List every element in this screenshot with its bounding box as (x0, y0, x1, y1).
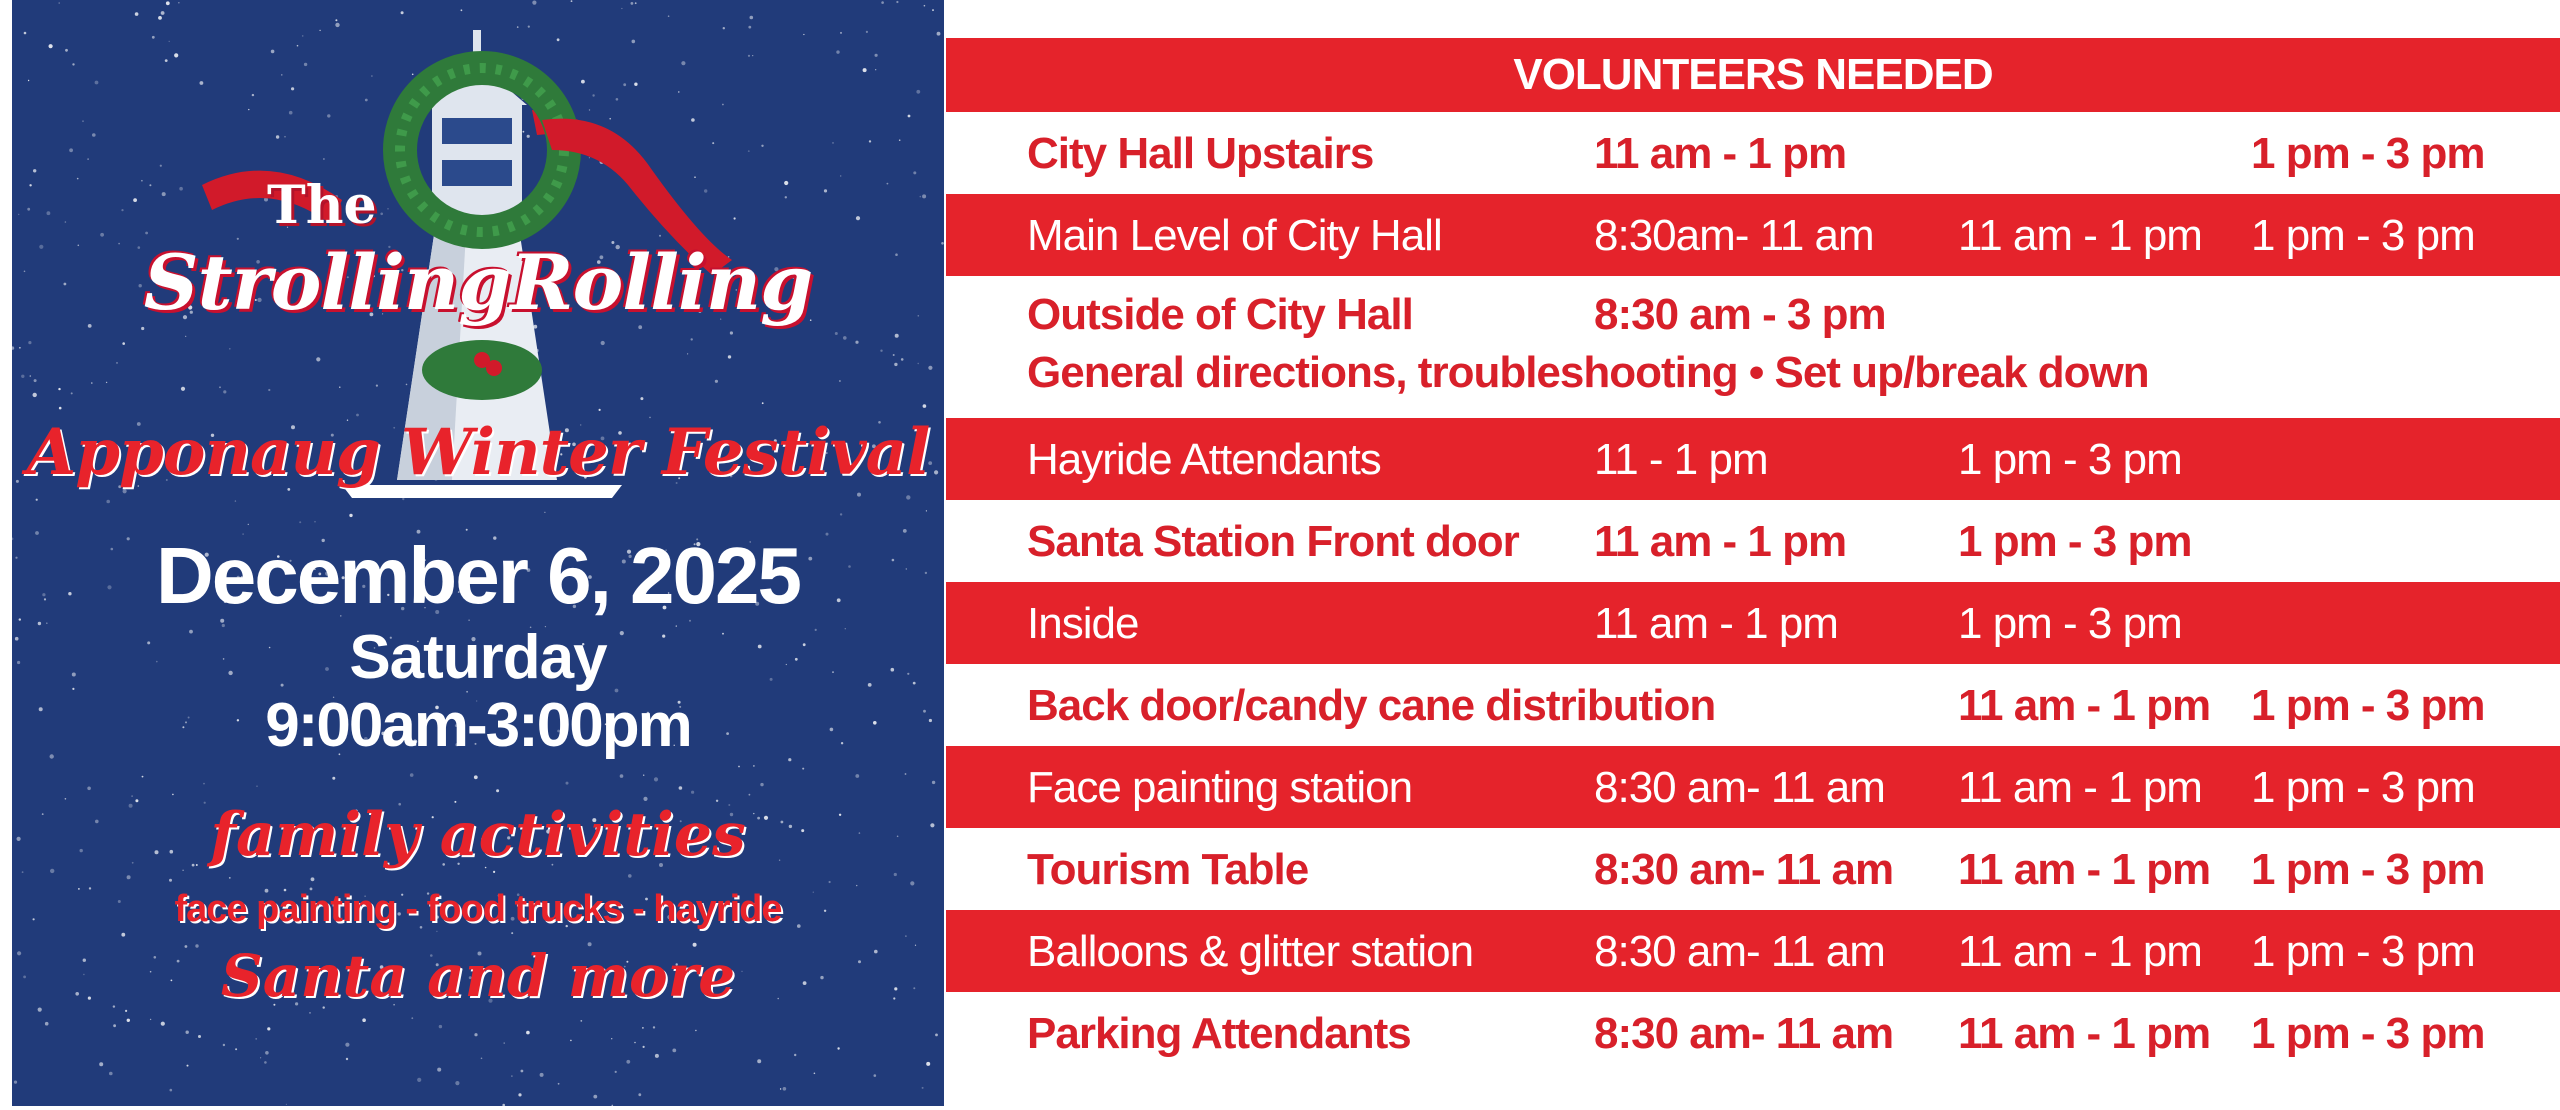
shift-time: 1 pm - 3 pm (1958, 435, 2182, 484)
schedule-header: VOLUNTEERS NEEDED (946, 38, 2560, 112)
table-row (946, 194, 2560, 276)
station-name: Parking Attendants (1027, 1009, 1411, 1058)
table-row (946, 112, 2560, 194)
shift-time: 8:30 am- 11 am (1594, 763, 1885, 812)
shift-time: 1 pm - 3 pm (1958, 517, 2192, 566)
shift-time: 11 am - 1 pm (1958, 763, 2202, 812)
shift-time: 1 pm - 3 pm (2251, 129, 2485, 178)
poster-activities-list: face painting - food trucks - hayride (174, 888, 782, 930)
shift-time: 11 am - 1 pm (1958, 211, 2202, 260)
table-row (946, 910, 2560, 992)
shift-time: 11 am - 1 pm (1958, 927, 2202, 976)
poster-family-activities: family activities (210, 800, 746, 870)
station-name: Face painting station (1027, 763, 1413, 812)
shift-time: 1 pm - 3 pm (2251, 927, 2475, 976)
shift-time: 1 pm - 3 pm (2251, 845, 2485, 894)
station-name: City Hall Upstairs (1027, 129, 1374, 178)
poster-hours: 9:00am-3:00pm (265, 691, 691, 760)
table-row (946, 500, 2560, 582)
poster-title: StrollingRolling (143, 238, 813, 327)
shift-time: 1 pm - 3 pm (1958, 599, 2182, 648)
table-row (946, 828, 2560, 910)
station-name: Hayride Attendants (1027, 435, 1381, 484)
shift-time: 8:30 am- 11 am (1594, 927, 1885, 976)
poster-date: December 6, 2025 (155, 531, 800, 620)
shift-time: 11 am - 1 pm (1958, 681, 2211, 730)
shift-time: 8:30 am- 11 am (1594, 845, 1894, 894)
volunteer-schedule (946, 0, 2560, 1110)
shift-time: 1 pm - 3 pm (2251, 763, 2475, 812)
shift-time: 11 am - 1 pm (1958, 845, 2211, 894)
table-row (946, 746, 2560, 828)
shift-time: 11 am - 1 pm (1594, 599, 1838, 648)
table-row (946, 992, 2560, 1074)
poster-santa: Santa and more (220, 942, 736, 1010)
shift-time: 11 - 1 pm (1594, 435, 1768, 484)
shift-time: 8:30 am - 3 pm (1594, 290, 1886, 339)
table-row (946, 276, 2560, 418)
station-note: General directions, troubleshooting • Set up/break down (1027, 348, 2149, 397)
shift-time: 1 pm - 3 pm (2251, 681, 2485, 730)
station-name: Main Level of City Hall (1027, 211, 1442, 260)
table-row (946, 582, 2560, 664)
station-name: Tourism Table (1027, 845, 1309, 894)
shift-time: 8:30am- 11 am (1594, 211, 1874, 260)
shift-time: 8:30 am- 11 am (1594, 1009, 1894, 1058)
poster-festival-name: Apponaug Winter Festival (26, 415, 930, 490)
shift-time: 11 am - 1 pm (1958, 1009, 2211, 1058)
shift-time: 1 pm - 3 pm (2251, 1009, 2485, 1058)
shift-time: 11 am - 1 pm (1594, 517, 1847, 566)
festival-poster (12, 0, 944, 1106)
shift-time: 11 am - 1 pm (1594, 129, 1847, 178)
station-name: Inside (1027, 599, 1139, 648)
poster-the: The (267, 175, 377, 236)
table-row (946, 418, 2560, 500)
station-name: Outside of City Hall (1027, 290, 1413, 339)
shift-time: 1 pm - 3 pm (2251, 211, 2475, 260)
table-row (946, 664, 2560, 746)
poster-day: Saturday (349, 623, 607, 692)
station-name: Balloons & glitter station (1027, 927, 1474, 976)
station-name: Back door/candy cane distribution (1027, 681, 1716, 730)
station-name: Santa Station Front door (1027, 517, 1519, 566)
